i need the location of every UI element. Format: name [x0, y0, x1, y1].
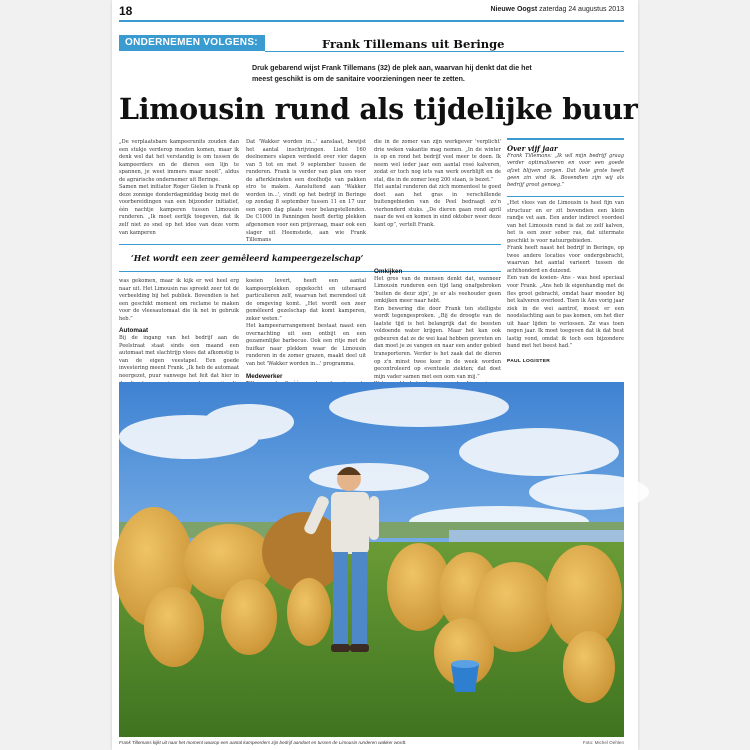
publication-date: zaterdag 24 augustus 2013 [539, 6, 624, 13]
section-label: ONDERNEMEN VOLGENS: [119, 35, 265, 51]
article-photo [119, 382, 624, 737]
paragraph: Dat 'Wakker worden in...' aanslaat, bewijst het aantal inschrijvingen. Liefst 160 deelnemers slapen verdeeld over vier dagen van 5 tot en met 9 september tussen de runderen. Frank is verder van plan om voor de afterkleinsten een doolhofje van pakken stro te maken. Aansluitend aan 'Wakker worden in...', vindt op het bedrijf in Beringe op zondag 8 september tussen 11 en 17 uur een open dag plaats voor belangstellenden. De C1000 in Panningen heeft dertig plekken afgenomen voor een prijsvraag, maar ook een slager uit Heemstede, aan wie Frank Tillemans [246, 139, 366, 244]
sidebar-divider [507, 196, 624, 197]
article-column-4 [507, 200, 624, 378]
author-byline: PAUL LOGISTER [507, 358, 551, 364]
subheading-omkijken: Omkijken [374, 267, 403, 275]
photo-credit: Foto: Michel Oehlen [582, 740, 624, 745]
article-column-1-bottom [119, 278, 239, 378]
paragraph: „Het vlees van de Limousin is heel fijn van structuur en er zit bovendien een klein randje vet aan. Een ander indirect voordeel van het Limousin rund is dat ze zelf kalven, het is een zeer sober ras, dat uitermate geschikt is voor natuurgebieden. [507, 200, 624, 244]
section-title: Frank Tillemans uit Beringe [322, 37, 505, 51]
pullquote-spacer [374, 230, 501, 264]
paragraph: Een van de koeien- Ans - was heel speciaal voor Frank. „Ans heb ik eigenhandig met de fles groot gebracht, omdat haar moeder bij het kalveren overleed. Toen ik Ans vorig jaar ziek in de wei aantrof, moest er een noodslachting aan te pas komen, om het dier uit haar lijden te verlossen. Ze was toen negen jaar. Ik moet toegeven dat ik dat best lastig vond, omdat ik toch een bijzondere band met het beest had.” [507, 275, 624, 350]
section-rule [265, 51, 624, 52]
paragraph: die in de zomer van zijn werkgever 'verplicht' drie weken vakantie mag nemen. „In de winter is op en rond het bedrijf veel meer te doen. Ik neem wel ieder jaar een aantal rosé kalveren, zodat er toch nog iets van werk overblijft en de stal, die in de zomer leeg 200 staan, is bezet.” [374, 139, 501, 183]
page-number: 18 [119, 4, 133, 18]
publication-line [491, 6, 625, 13]
article-column-3 [374, 139, 501, 380]
river [449, 530, 624, 544]
paragraph: Bij de ingang van het bedrijf aan de Peelstraat staat sinds een maand een automaat met slachtrijp vlees dat afkomstig is van de eigen veestapel. Een goede investering meent Frank. „Ik heb de automaat neergezet, puur vanwege het feit dat hier in [119, 335, 239, 380]
subheading-medewerker: Medewerker [246, 372, 283, 380]
paragraph: Het gros van de mensen denkt dat, wanneer Limousin runderen een tijd lang onafgebroken 'buiten de deur zijn', je er als veehouder geen omkijken meer naar hebt. [374, 275, 501, 305]
article-headline: Limousin rund als tijdelijke buur [119, 92, 638, 126]
photo-caption: Frank Tillemans kijkt uit naar het moment waarop een aantal kampeerders zijn bedrijf aandoet en tussen de Limousin runderen wakker wordt. [119, 740, 407, 745]
photo-cows-farmer [119, 382, 624, 737]
pull-quote: ‘Het wordt een zeer gemêleerd kampeergezelschap’ [119, 244, 501, 272]
sidebar-rule [507, 138, 624, 140]
page-header [119, 4, 624, 20]
bucket [451, 660, 479, 692]
paragraph: Het kampeerarrangement bestaat naast een overnachting uit een ontbijt en een gezamenlijke barbecue. Ook een ritje met de huifkar naar plekken waar de Limousin runderen in de zomer grazen, maakt deel uit van het 'Wakker worden in...' programma. [246, 323, 366, 368]
paragraph: Een bewering die door Frank ten stelligste wordt tegengesproken. „Bij de droogte van de laatste tijd is het belangrijk dat de beesten voldoende water krijgen. Maar het kan ook gebeuren dat ze de wei kaal hebben gevreten en dan moet je ze vangen en naar een ander gebied transporteren. Verder is het zaak dat de dieren op z'n minst twee keer in de week worden gecontroleerd op eventuele ziekten; dat doet mijn vader samen met een oom van mij.” [374, 305, 501, 380]
paragraph: Samen met initiator Roger Gielen is Frank op deze zonnige donderdagmiddag bezig met de voorbereidingen van een bijzonder initiatief, één nachtje kamperen tussen Limousin runderen. „Ik moet eerlijk toegeven, dat ik zelf niet zo snel op het idee van deze vorm van kamperen [119, 184, 239, 236]
article-column-1-top [119, 139, 239, 239]
header-rule [119, 20, 624, 22]
article-column-2-bottom [246, 278, 366, 378]
article-column-2-top [246, 139, 366, 244]
paragraph: koeien levert, heeft een aantal kampeerplekken opgekocht en uiteraard particulieren zelf, waarvan het merendeel uit de omgeving komt. „Het wordt een zeer gemêleerd gezelschap dat komt kamperen, zeker weten.” [246, 278, 366, 322]
publication-name: Nieuwe Oogst [490, 6, 538, 13]
paragraph: was gekomen, maar ik kijk er wel heel erg naar uit. Het Limousin ras spreekt zeer tot de verbeelding bij het publiek. Bovendien is het een geschikt moment om reclame te maken voor de vleesautomaat die ik net in gebruik heb.” [119, 278, 239, 322]
article-intro: Druk gebarend wijst Frank Tillemans (32) de plek aan, waarvan hij denkt dat die het meest geschikt is om de sanitaire voorzieningen neer te zetten. [252, 64, 532, 83]
paragraph: Frank heeft naast het bedrijf in Beringe, op twee andere locaties voor ondergebracht, waarvan het aantal varieert tussen de achthonderd en duizend. [507, 245, 624, 274]
subheading-automaat: Automaat [119, 327, 149, 335]
paragraph: Het aantal runderen dat zich momenteel te goed doet aan het gras in verschillende buitengebieden van de Peel bedraagt zo'n vierhonderd stuks. „De dieren gaan rond april naar de wei en komen in eind oktober weer deze kant op”, vertelt Frank. [374, 184, 501, 229]
sidebar-title: Over vijf jaar [507, 144, 558, 153]
paragraph: „De verplaatsbare kampeerunits zouden dan een stukje verderop moeten komen, maar ik denk wel dat het verstandig is om tussen de kampeerders en de dieren een lijn te spannen, je weet immers maar nooit”, aldus de agrarische ondernemer uit Beringe. [119, 139, 239, 183]
sidebar-intro: Frank Tillemans: „Ik wil mijn bedrijf graag verder optimaliseren en voor een goede afzet blijven zorgen. Dat hele grote heeft geen zin vind ik. Bovendien zijn wij als bedrijf groot genoeg.” [507, 153, 624, 189]
sidebar-box [507, 142, 624, 196]
